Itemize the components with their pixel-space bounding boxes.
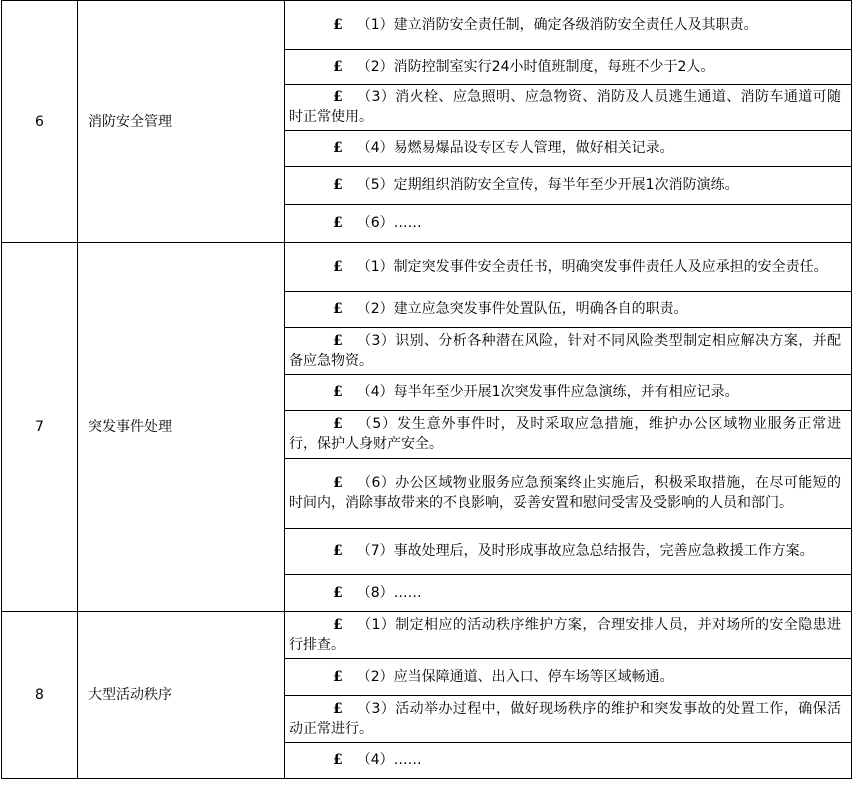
checkbox-icon[interactable]: £ bbox=[333, 177, 343, 193]
item-text: （4）…… bbox=[356, 752, 422, 768]
section-category: 突发事件处理 bbox=[78, 243, 285, 612]
service-standards-table bbox=[1, 0, 852, 779]
checklist-item bbox=[285, 696, 852, 743]
checklist-item bbox=[285, 205, 852, 243]
section-number: 8 bbox=[2, 612, 78, 779]
checklist-item bbox=[285, 529, 852, 575]
item-text: （2）消防控制室实行24小时值班制度，每班不少于2人。 bbox=[356, 58, 715, 75]
checkbox-icon[interactable]: £ bbox=[333, 258, 343, 275]
checklist-item bbox=[285, 131, 852, 167]
item-text: （6）…… bbox=[356, 215, 422, 231]
item-text: （4）每半年至少开展1次突发事件应急演练，并有相应记录。 bbox=[356, 384, 739, 400]
checklist-item bbox=[285, 575, 852, 612]
section-number: 6 bbox=[2, 1, 78, 243]
checkbox-icon[interactable]: £ bbox=[333, 416, 343, 432]
checklist-item bbox=[285, 612, 852, 659]
item-text: （5）发生意外事件时，及时采取应急措施，维护办公区域物业服务正常进行，保护人身财产安全。 bbox=[289, 416, 841, 452]
checklist-item bbox=[285, 411, 852, 459]
checkbox-icon[interactable]: £ bbox=[333, 301, 343, 317]
checkbox-icon[interactable]: £ bbox=[333, 140, 343, 156]
checklist-item bbox=[285, 459, 852, 529]
checklist-item bbox=[285, 375, 852, 411]
item-text: （1）制定突发事件安全责任书，明确突发事件责任人及应承担的安全责任。 bbox=[356, 258, 828, 275]
checkbox-icon[interactable]: £ bbox=[333, 475, 343, 491]
checkbox-icon[interactable]: £ bbox=[333, 543, 343, 559]
section-category: 大型活动秩序 bbox=[78, 612, 285, 779]
checklist-item bbox=[285, 743, 852, 779]
item-text: （4）易燃易爆品设专区专人管理，做好相关记录。 bbox=[356, 140, 674, 156]
item-text: （3）消火栓、应急照明、应急物资、消防及人员逃生通道、消防车通道可随时正常使用。 bbox=[289, 89, 841, 125]
checkbox-icon[interactable]: £ bbox=[333, 16, 343, 33]
item-text: （3）识别、分析各种潜在风险，针对不同风险类型制定相应解决方案，并配备应急物资。 bbox=[289, 332, 841, 369]
item-text: （7）事故处理后，及时形成事故应急总结报告，完善应急救援工作方案。 bbox=[356, 543, 814, 559]
checkbox-icon[interactable]: £ bbox=[333, 215, 343, 231]
section-category: 消防安全管理 bbox=[78, 1, 285, 243]
table-body bbox=[2, 1, 852, 779]
checklist-item bbox=[285, 328, 852, 375]
checklist-item bbox=[285, 292, 852, 328]
item-text: （6）办公区域物业服务应急预案终止实施后，积极采取措施，在尽可能短的时间内，消除事故带来的不良影响，妥善安置和慰问受害及受影响的人员和部门。 bbox=[289, 475, 841, 511]
item-text: （2）建立应急突发事件处置队伍，明确各自的职责。 bbox=[356, 301, 688, 317]
item-text: （1）建立消防安全责任制，确定各级消防安全责任人及其职责。 bbox=[356, 16, 758, 33]
checklist-item bbox=[285, 243, 852, 292]
item-text: （8）…… bbox=[356, 584, 422, 601]
checkbox-icon[interactable]: £ bbox=[333, 332, 343, 349]
section-number: 7 bbox=[2, 243, 78, 612]
table-row bbox=[2, 1, 852, 50]
checkbox-icon[interactable]: £ bbox=[333, 700, 343, 717]
table-row bbox=[2, 243, 852, 292]
item-text: （3）活动举办过程中，做好现场秩序的维护和突发事故的处置工作，确保活动正常进行。 bbox=[289, 700, 841, 737]
checkbox-icon[interactable]: £ bbox=[333, 584, 343, 601]
item-text: （5）定期组织消防安全宣传，每半年至少开展1次消防演练。 bbox=[356, 177, 739, 193]
table-row bbox=[2, 612, 852, 659]
checkbox-icon[interactable]: £ bbox=[333, 616, 343, 633]
checklist-item bbox=[285, 1, 852, 50]
checklist-item bbox=[285, 85, 852, 131]
checkbox-icon[interactable]: £ bbox=[333, 58, 343, 75]
checklist-item bbox=[285, 167, 852, 205]
item-text: （2）应当保障通道、出入口、停车场等区域畅通。 bbox=[356, 668, 674, 685]
checkbox-icon[interactable]: £ bbox=[333, 384, 343, 400]
checkbox-icon[interactable]: £ bbox=[333, 89, 343, 105]
checklist-item bbox=[285, 659, 852, 696]
checkbox-icon[interactable]: £ bbox=[333, 752, 343, 768]
item-text: （1）制定相应的活动秩序维护方案，合理安排人员，并对场所的安全隐患进行排查。 bbox=[289, 616, 841, 653]
checklist-item bbox=[285, 50, 852, 85]
checkbox-icon[interactable]: £ bbox=[333, 668, 343, 685]
